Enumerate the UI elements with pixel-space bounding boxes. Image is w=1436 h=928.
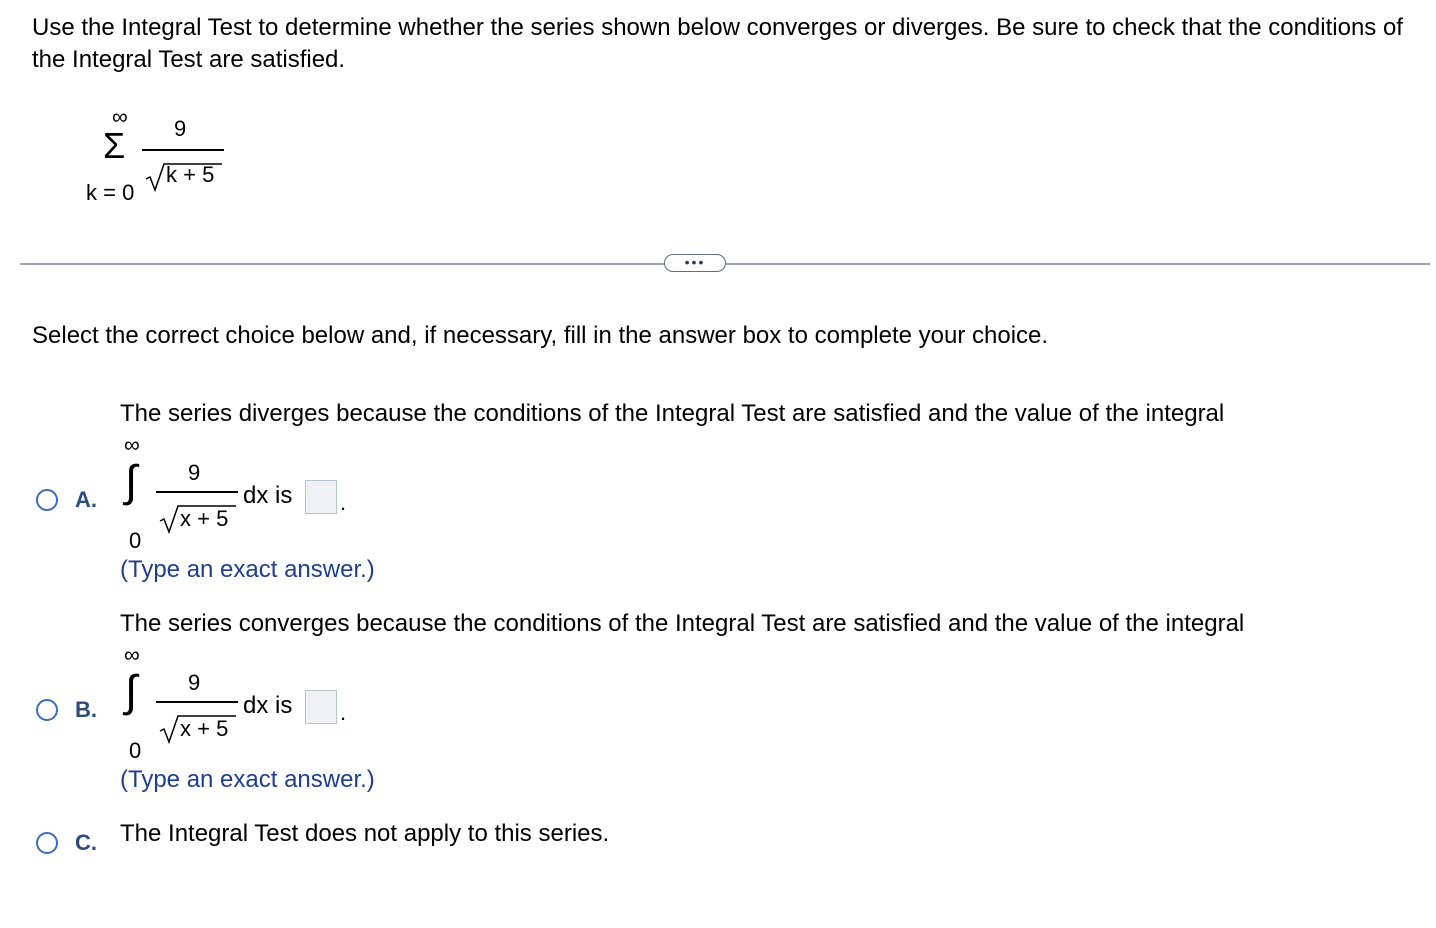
choice-b-integral-sign: ∫: [125, 667, 138, 716]
instruction-text: Select the correct choice below and, if necessary, fill in the answer box to complete your choice.: [32, 322, 1049, 349]
choice-b-integral-lower: 0: [129, 738, 142, 763]
question-prompt: Use the Integral Test to determine whether the series shown below converges or diverges. Be sure to check that the conditions of the Integral Test are satisfied.: [32, 14, 1403, 73]
choice-a-hint: (Type an exact answer.): [120, 556, 375, 583]
series-lower-limit: k = 0: [86, 180, 135, 205]
choice-b-radio[interactable]: [36, 699, 58, 721]
series-fraction-bar: [142, 149, 224, 151]
choice-b-text: The series converges because the conditions of the Integral Test are satisfied and the value of the integral: [120, 610, 1245, 637]
more-options-button[interactable]: •••: [664, 254, 726, 272]
sigma-symbol: Σ: [103, 125, 126, 166]
choice-b-answer-box[interactable]: [305, 690, 337, 724]
series-upper-limit: ∞: [112, 104, 128, 129]
choice-a-letter: A.: [75, 487, 97, 512]
choice-b-letter: B.: [75, 697, 97, 722]
choice-b-hint: (Type an exact answer.): [120, 766, 375, 793]
choice-b-dx-label: dx is: [243, 692, 293, 719]
choice-a-period: .: [340, 490, 347, 515]
choice-b-period: .: [340, 700, 347, 725]
series-radicand: k + 5: [166, 162, 215, 187]
choice-a-answer-box[interactable]: [305, 480, 337, 514]
choice-a-integral-sign: ∫: [125, 457, 138, 506]
choice-a-numerator: 9: [188, 460, 201, 485]
choice-a-text: The series diverges because the conditions of the Integral Test are satisfied and the value of the integral: [120, 400, 1225, 427]
choice-b-integral-upper: ∞: [124, 642, 140, 667]
choice-c-radio[interactable]: [36, 832, 58, 854]
choice-b-radicand: x + 5: [180, 716, 229, 741]
choice-a-dx-label: dx is: [243, 482, 293, 509]
choice-a-integral-upper: ∞: [124, 432, 140, 457]
choice-a-radicand: x + 5: [180, 506, 229, 531]
choice-b-numerator: 9: [188, 670, 201, 695]
choice-c-letter: C.: [75, 830, 97, 855]
choice-a-radio[interactable]: [36, 489, 58, 511]
series-numerator: 9: [174, 116, 187, 141]
choice-a-integral-lower: 0: [129, 528, 142, 553]
choice-b-fraction-bar: [156, 701, 238, 703]
choice-a-fraction-bar: [156, 491, 238, 493]
choice-c-text: The Integral Test does not apply to this series.: [120, 820, 610, 847]
